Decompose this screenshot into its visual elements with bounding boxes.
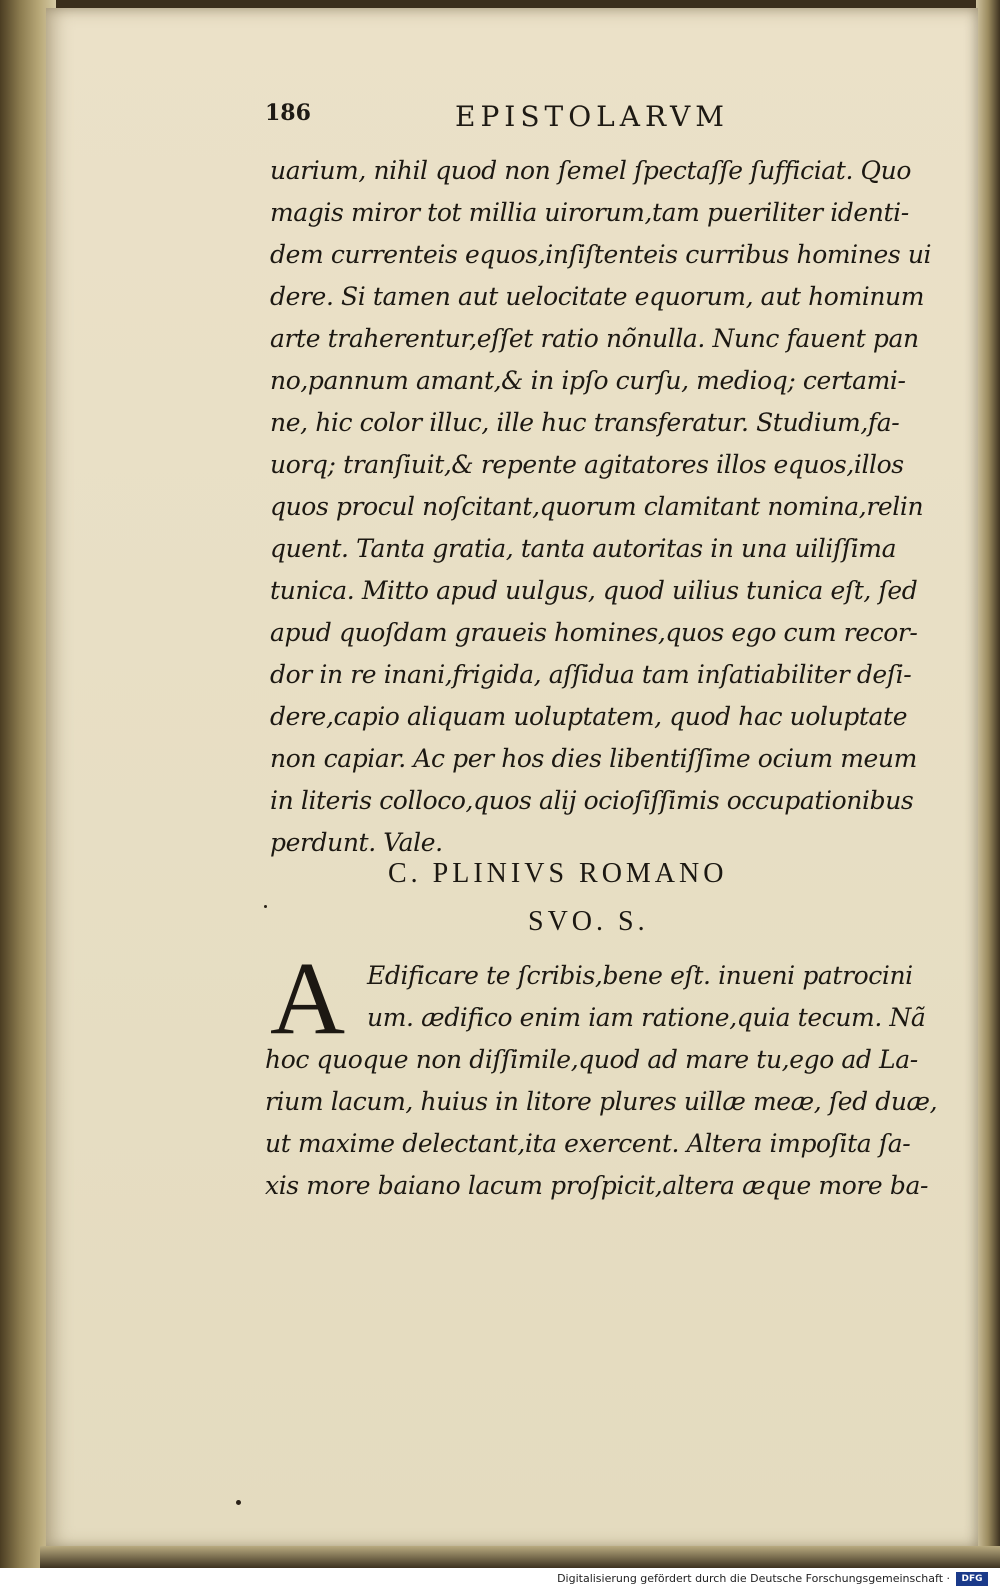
- text-line: uarium, nihil quod non ſemel ſpectaſſe ſufficiat. Quo: [270, 156, 911, 185]
- text-line: quos procul noſcitant,quorum clamitant nomina,relin: [270, 492, 924, 521]
- text-line: um. ædifico enim iam ratione,quia tecum. Nã: [367, 1003, 926, 1032]
- running-head: EPISTOLARVM: [455, 100, 729, 133]
- text-line: apud quoſdam graueis homines,quos ego cum recor-: [270, 618, 918, 647]
- text-line: rium lacum, huius in litore plures uillæ meæ, ſed duæ,: [265, 1087, 938, 1116]
- text-line: in literis colloco,quos alij ocioſiſſimis occupationibus: [270, 786, 914, 815]
- text-line: quent. Tanta gratia, tanta autoritas in una uiliſſima: [270, 534, 897, 563]
- page-bottom-edge: [40, 1546, 1000, 1568]
- text-line: ne, hic color illuc, ille huc transferatur. Studium,fa-: [270, 408, 900, 437]
- letter-two-text: [265, 941, 938, 1207]
- dfg-logo: DFG: [956, 1572, 988, 1586]
- text-line: xis more baiano lacum proſpicit,altera æque more ba-: [265, 1171, 929, 1200]
- ink-speck: [264, 905, 267, 908]
- digitization-footer: [0, 1568, 1000, 1592]
- letter-two-heading-line-1: C. PLINIVS ROMANO: [388, 858, 728, 889]
- text-line: perdunt. Vale.: [270, 828, 443, 857]
- text-line: dor in re inani,frigida, aſſidua tam inſatiabiliter deſi-: [270, 660, 912, 689]
- text-line: dere,capio aliquam uoluptatem, quod hac uoluptate: [270, 702, 908, 731]
- letter-two-heading-line-2: SVO. S.: [528, 906, 649, 937]
- text-line: hoc quoque non diſſimile,quod ad mare tu,ego ad La-: [265, 1045, 918, 1074]
- footer-credit: Digitalisierung gefördert durch die Deutsche Forschungsgemeinschaft ·: [557, 1572, 950, 1585]
- text-line: tunica. Mitto apud uulgus, quod uilius tunica eſt, ſed: [270, 576, 918, 605]
- drop-cap-initial: A: [270, 941, 346, 1056]
- text-line: dem currenteis equos,inſiſtenteis curribus homines ui: [270, 240, 932, 269]
- text-line: arte traherentur,eſſet ratio nõnulla. Nunc fauent pan: [270, 324, 919, 353]
- text-line: Edificare te ſcribis,bene eſt. inueni patrocini: [367, 961, 913, 990]
- text-line: uorq; tranſiuit,& repente agitatores illos equos,illos: [270, 450, 904, 479]
- text-line: no,pannum amant,& in ipſo curſu, medioq; certami-: [270, 366, 906, 395]
- text-line: dere. Si tamen aut uelocitate equorum, aut hominum: [270, 282, 925, 311]
- text-line: ut maxime delectant,ita exercent. Altera impoſita ſa-: [265, 1129, 911, 1158]
- letter-one-text: [270, 150, 932, 864]
- ink-speck: [236, 1500, 241, 1505]
- page-right-edge: [976, 0, 1000, 1568]
- text-line: magis miror tot millia uirorum,tam pueriliter identi-: [270, 198, 909, 227]
- page-number: 186: [265, 100, 311, 126]
- text-line: non capiar. Ac per hos dies libentiſſime ocium meum: [270, 744, 917, 773]
